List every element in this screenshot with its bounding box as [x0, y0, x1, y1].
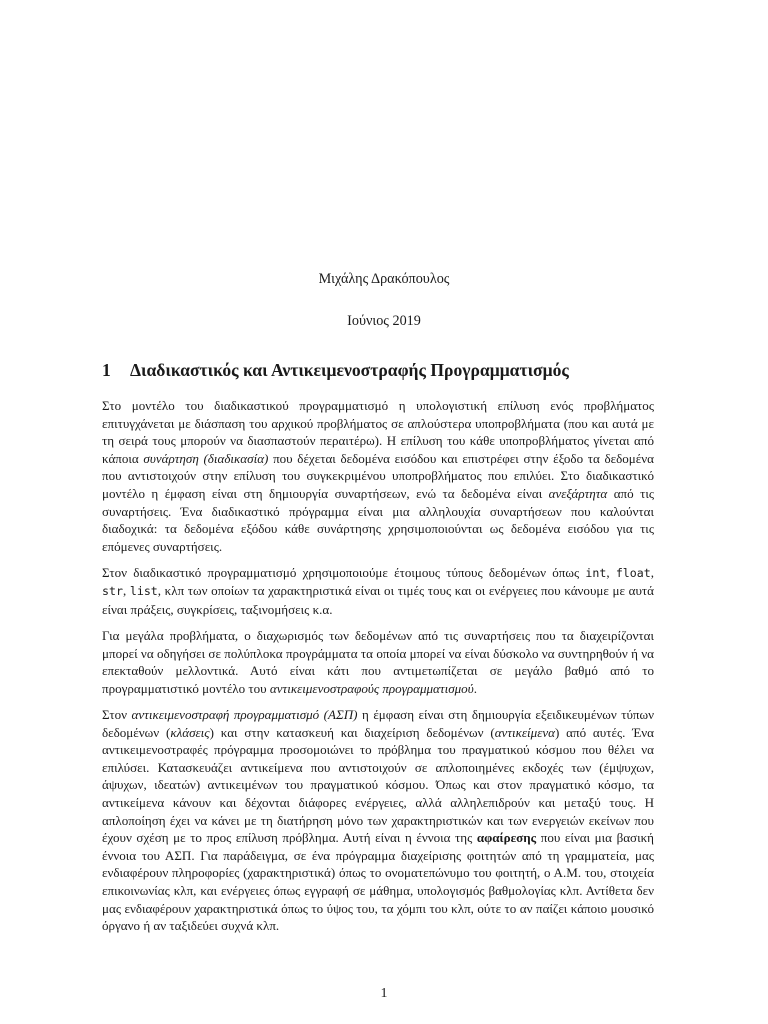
section-number: 1 — [102, 360, 111, 380]
bold-term: αφαίρεσης — [476, 830, 537, 846]
inline-code: int — [585, 565, 607, 580]
inline-code: str — [102, 584, 123, 599]
text-run: που είναι μια βασική έννοια του ΑΣΠ. Για παράδειγμα, σε ένα πρόγραμμα διαχείρισης φοιτητών από τη γραμματεία, μας ενδιαφέρουν πληροφορίες (χαρακτηριστικά) όπως το ονοματεπώνυμο του φοιτητή, ο Α.Μ. του, στοιχεία επικοινωνίας κλπ, και ενέργειες όπως εγγραφή σε μάθημα, υπολογισμός βαθμολογίας κλπ. Αντίθετα δεν μας ενδιαφέρουν χαρακτηριστικά όπως το ύψος του, τα χόμπι του κλπ, ούτε το αν παίζει κάποιο μουσικό όργανο ή αν ταξιδεύει συχνά κλπ. — [102, 830, 654, 934]
text-run: από τις συναρτήσεις. Ένα διαδικαστικό πρόγραμμα είναι μια αλληλουχία συναρτήσεων που καλούνται διαδοχικά: τα δεδομένα εξόδου κάθε συνάρτησης χρησιμοποιούνται ως δεδομένα εισόδου για τις επόμενες συναρτήσεις. — [102, 485, 655, 554]
text-run: ) και στην κατασκευή και διαχείριση δεδομένων ( — [209, 724, 495, 740]
emphasis-text: αντικειμενοστραφούς προγραμματισμού — [269, 680, 474, 696]
text-run: η έμφαση είναι στη δημιουργία εξειδικευμένων τύπων δεδομένων ( — [102, 707, 654, 740]
text-run: , — [606, 564, 616, 580]
text-run: . — [473, 680, 477, 696]
author-name: Μιχάλης Δρακόπουλος — [318, 271, 450, 287]
paragraph-2 — [102, 564, 654, 619]
section-body — [102, 397, 654, 943]
text-run: που δέχεται δεδομένα εισόδου και επιστρέφει στην έξοδο τα δεδομένα που αντιστοιχούν στην επίλυση του συγκεκριμένου υποπροβλήματος που επιλύει. Στο διαδικαστικό μοντέλο η έμφαση είναι στη δημιουργία συναρτήσεων, ενώ τα δεδομένα είναι — [102, 450, 655, 501]
inline-code: float — [615, 565, 651, 580]
emphasis-text: κλάσεις — [170, 724, 210, 740]
text-run: Στον διαδικαστικό προγραμματισμό χρησιμοποιούμε έτοιμους τύπους δεδομένων όπως — [102, 564, 586, 580]
section-title: Διαδικαστικός και Αντικειμενοστραφής Προγραμματισμός — [130, 360, 569, 380]
text-run: , — [122, 583, 130, 599]
text-run: ) από αυτές. Ένα αντικειμενοστραφές πρόγραμμα προσομοιώνει το πρόβλημα του πραγματικού κόσμου που θέλει να επιλύσει. Κατασκευάζει αντικείμενα που αντιστοιχούν σε απλοποιημένες εκδοχές των (έμψυχων, άψυχων, ιδεατών) αντικειμένων του πραγματικού κόσμου. Όπως και στον πραγματικό κόσμο, τα αντικείμενα κάνουν και δέχονται διάφορες ενέργειες, αλλά αλληλεπιδρούν και μεταξύ τους. Η απλοποίηση έχει να κάνει με τη διατήρηση μόνο των χαρακτηριστικών και των ενεργειών εκείνων που έχουν σχέση με το προς επίλυση πρόβλημα. Αυτή είναι η έννοια της — [102, 724, 654, 846]
text-run: Για μεγάλα προβλήματα, ο διαχωρισμός των δεδομένων από τις συναρτήσεις που τα διαχειρίζονται μπορεί να οδηγήσει σε πολύπλοκα προγράμματα τα οποία μπορεί να είναι δύσκολο να συντηρηθούν ή να επεκταθούν μελλοντικά. Αυτό είναι κάτι που αντιμετωπίζεται σε μεγάλο βαθμό από το προγραμματιστικό μοντέλο του — [102, 628, 654, 696]
text-run: , — [650, 564, 654, 580]
paragraph-1 — [102, 397, 654, 555]
emphasis-text: αντικειμενοστραφή προγραμματισμό (ΑΣΠ) — [131, 707, 358, 722]
text-run: Στο μοντέλο του διαδικαστικού προγραμματισμό η υπολογιστική επίλυση ενός προβλήματος επιτυγχάνεται με διάσπαση του αρχικού προβλήματος σε απλούστερα υποπροβλήματα (που και αυτά με τη σειρά τους μπορούν να διασπαστούν περαιτέρω). Η επίλυση του κάθε υποπροβλήματος γίνεται από κάποια — [102, 398, 654, 466]
document-date: Ιούνιος 2019 — [347, 313, 421, 329]
section-heading — [102, 360, 662, 381]
page-number: 1 — [380, 986, 388, 1001]
emphasis-text: συνάρτηση (διαδικασία) — [143, 450, 269, 466]
text-run: , κλπ των οποίων τα χαρακτηριστικά είναι οι τιμές τους και οι ενέργειες που κάνουμε με αυτά είναι πράξεις, συγκρίσεις, ταξινομήσεις κ.α. — [102, 583, 655, 618]
emphasis-text: αντικείμενα — [494, 724, 555, 740]
text-run: Στον — [102, 707, 132, 722]
inline-code: list — [129, 584, 158, 599]
paragraph-4 — [102, 706, 654, 935]
paragraph-3 — [102, 627, 654, 697]
emphasis-text: ανεξάρτητα — [548, 485, 608, 501]
